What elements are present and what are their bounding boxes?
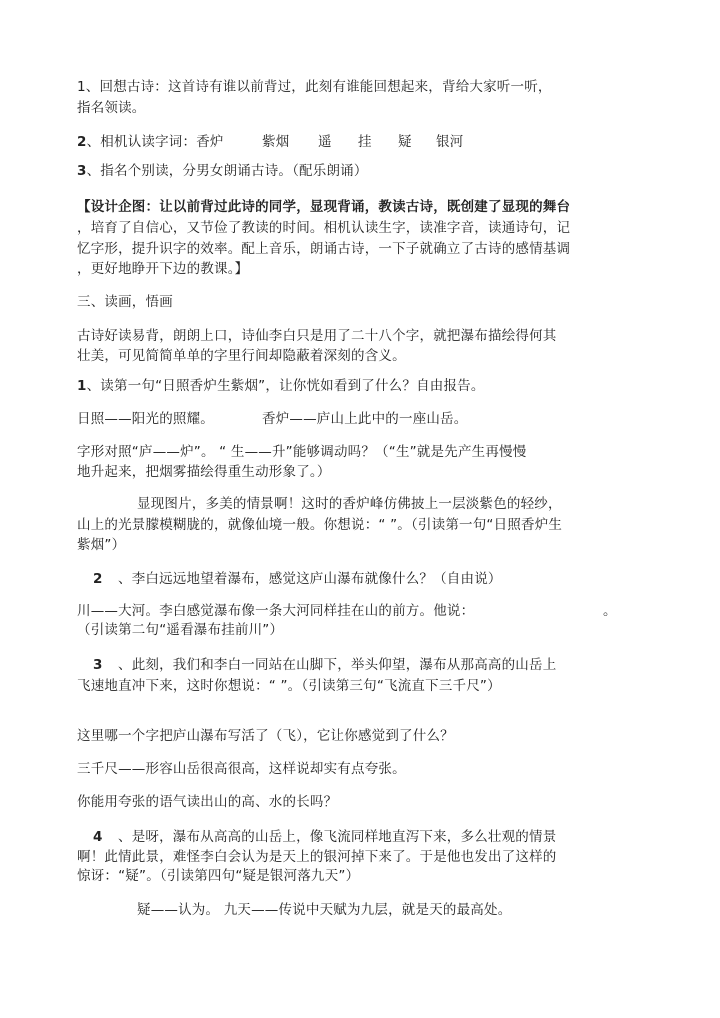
question-4-line2: 啊！此情此景，难怪李白会认为是天上的银河掉下来了。于是他也发出了这样的 bbox=[77, 849, 557, 865]
design-intent-line1: 【设计企图：让以前背过此诗的同学，显现背诵，教读古诗，既创建了显现的舞台 bbox=[77, 199, 571, 215]
shape-compare-line2: 地升起来，把烟雾描绘得重生动形象了。） bbox=[77, 464, 331, 480]
vocab-word: 银河 bbox=[436, 134, 464, 150]
yi-explanation: 疑——认为。 九天——传说中天赋为九层，就是天的最高处。 bbox=[137, 902, 512, 918]
shape-compare-line1: 字形对照“庐——炉”。 “ 生——升”能够调动吗？（“生”就是先产生再慢慢 bbox=[77, 444, 527, 460]
design-intent-line2: ，培育了自信心，又节俭了教读的时间。相机认读生字，读准字音，读通诗句，记 bbox=[77, 220, 571, 236]
question-4-text: 、是呀，瀑布从高高的山岳上，像飞流同样地直泻下来，多么壮观的情景 bbox=[118, 829, 557, 845]
question-1 bbox=[77, 377, 485, 395]
design-intent-line3: 忆字形，提升识字的效率。配上音乐，朗诵古诗，一下子就确立了古诗的感情基调 bbox=[77, 241, 571, 257]
intro-line1: 古诗好读易背，朗朗上口，诗仙李白只是用了二十八个字，就把瀑布描绘得何其 bbox=[77, 328, 557, 344]
item-number: 3 bbox=[93, 657, 103, 673]
river-line2: （引读第二句“遥看瀑布挂前川”） bbox=[77, 622, 284, 638]
question-4 bbox=[93, 828, 103, 846]
river-period: 。 bbox=[603, 603, 617, 619]
explanation-xianglu: 香炉——庐山上此中的一座山岳。 bbox=[262, 411, 468, 427]
fly-question: 这里哪一个字把庐山瀑布写活了（飞），它让你感觉到了什么？ bbox=[77, 728, 454, 744]
scene-line1: 显现图片，多美的情景啊！这时的香炉峰仿佛披上一层淡紫色的轻纱， bbox=[137, 496, 562, 512]
vocab-word: 紫烟 bbox=[262, 134, 290, 150]
para-recall-line2: 指名领读。 bbox=[77, 100, 146, 116]
item-number: 3 bbox=[77, 163, 87, 179]
item-number: 2 bbox=[93, 571, 103, 587]
question-3-line2: 飞速地直冲下来，这时你想说：“ ”。（引读第三句“飞流直下三千尺”） bbox=[77, 678, 501, 694]
vocab-word: 遥 bbox=[318, 134, 332, 150]
item-number: 2 bbox=[77, 134, 87, 150]
question-2-text: 、李白远远地望着瀑布，感觉这庐山瀑布就像什么？（自由说） bbox=[118, 571, 502, 587]
item-text: 、指名个别读，分男女朗诵古诗。（配乐朗诵） bbox=[86, 163, 368, 179]
item-text: 、相机认读字词：香炉 bbox=[86, 134, 224, 150]
section-heading: 三、读画，悟画 bbox=[77, 294, 173, 310]
question-3 bbox=[93, 656, 103, 674]
question-3-text: 、此刻，我们和李白一同站在山脚下，举头仰望，瀑布从那高高的山岳上 bbox=[118, 657, 557, 673]
vocab-word: 挂 bbox=[358, 134, 372, 150]
para-group-reading bbox=[77, 162, 368, 180]
item-number: 1 bbox=[77, 378, 87, 394]
river-line1: 川——大河。李白感觉瀑布像一条大河同样挂在山的前方。他说： bbox=[77, 603, 475, 619]
question-2 bbox=[93, 570, 103, 588]
para-recall-line1: 1、回想古诗：这首诗有谁以前背过，此刻有谁能回想起来，背给大家听一听， bbox=[77, 79, 552, 95]
para-word-reading bbox=[77, 133, 224, 151]
item-text: 、读第一句“日照香炉生紫烟”，让你恍如看到了什么？自由报告。 bbox=[86, 378, 485, 394]
question-4-line3: 惊讶：“疑”。（引读第四句“疑是银河落九天”） bbox=[77, 868, 360, 884]
scene-line2: 山上的光景朦模糊胧的，就像仙境一般。你想说：“ ”。（引读第一句“日照香炉生 bbox=[77, 517, 563, 533]
scene-line3: 紫烟”） bbox=[77, 537, 126, 553]
vocab-word: 疑 bbox=[398, 134, 412, 150]
sanqian-explanation: 三千尺——形容山岳很高很高，这样说却实有点夸张。 bbox=[77, 761, 406, 777]
item-number: 4 bbox=[93, 829, 103, 845]
exaggeration-prompt: 你能用夸张的语气读出山的高、水的长吗？ bbox=[77, 794, 338, 810]
intro-line2: 壮美，可见简简单单的字里行间却隐蔽着深刻的含义。 bbox=[77, 348, 406, 364]
explanation-rizhao: 日照——阳光的照耀。 bbox=[77, 411, 214, 427]
design-intent-line4: ，更好地睁开下边的教课。】 bbox=[77, 261, 249, 277]
